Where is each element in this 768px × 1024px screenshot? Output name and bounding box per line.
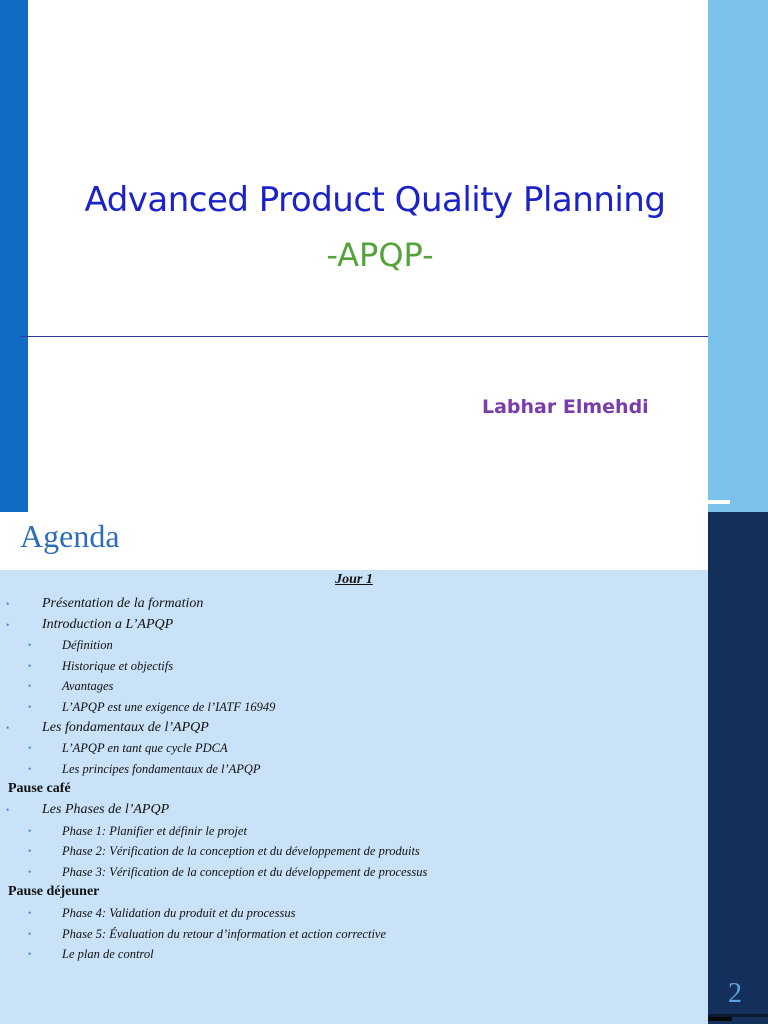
agenda-item — [0, 944, 708, 965]
agenda-item — [0, 924, 708, 945]
slide-title: Advanced Product Quality Planning — [84, 180, 666, 220]
agenda-item-text: Phase 5: Évaluation du retour d’information et action corrective — [62, 926, 387, 941]
left-accent-bar — [0, 0, 28, 512]
bottom-accent-mark — [708, 1017, 732, 1021]
agenda-item-text: Définition — [62, 638, 113, 653]
agenda-item-text: Les principes fondamentaux de l’APQP — [62, 761, 261, 776]
agenda-break — [0, 882, 708, 903]
agenda-heading: Agenda — [20, 518, 120, 554]
agenda-item — [0, 615, 708, 636]
agenda-item-text: Phase 3: Vérification de la conception et du développement de processus — [62, 864, 428, 879]
bullet-icon: • — [6, 804, 10, 815]
bullet-icon: • — [6, 599, 10, 609]
agenda-item — [0, 635, 708, 656]
agenda-item-text: Les Phases de l’APQP — [42, 801, 170, 817]
agenda-item-text: Phase 1: Planifier et définir le projet — [62, 823, 247, 838]
agenda-item-text: Les fondamentaux de l’APQP — [42, 719, 209, 735]
agenda-item — [0, 862, 708, 883]
agenda-item — [0, 759, 708, 780]
agenda-item-text: L’APQP est une exigence de l’IATF 16949 — [62, 699, 276, 714]
page-number: 2 — [728, 978, 742, 1009]
slide-subtitle: -APQP- — [326, 236, 434, 274]
agenda-item — [0, 656, 708, 677]
agenda-item — [0, 697, 708, 718]
agenda-item — [0, 676, 708, 697]
bullet-icon: • — [28, 660, 32, 671]
bullet-icon: • — [28, 928, 32, 939]
agenda-item — [0, 718, 708, 739]
bullet-icon: • — [28, 949, 32, 960]
bullet-icon: • — [28, 866, 32, 877]
agenda-item-text: Introduction a L’APQP — [42, 616, 174, 632]
day-title: Jour 1 — [335, 572, 373, 587]
bullet-icon: • — [28, 825, 32, 836]
bullet-icon: • — [28, 907, 32, 918]
author-name: Labhar Elmehdi — [482, 396, 649, 418]
agenda-item-text: Pause café — [8, 781, 71, 797]
agenda-item-text: Le plan de control — [62, 947, 154, 962]
right-accent-tick — [708, 500, 730, 504]
agenda-item-text: L’APQP en tant que cycle PDCA — [62, 741, 228, 756]
agenda-item — [0, 738, 708, 759]
agenda-item — [0, 800, 708, 821]
agenda-item-text: Avantages — [62, 679, 114, 694]
bullet-icon: • — [28, 681, 32, 692]
agenda-item — [0, 594, 708, 615]
agenda-item — [0, 821, 708, 842]
agenda-item-text: Pause déjeuner — [8, 884, 100, 900]
bullet-icon: • — [6, 619, 10, 630]
bullet-icon: • — [6, 722, 10, 733]
bullet-icon: • — [28, 640, 32, 651]
agenda-item-text: Phase 4: Validation du produit et du processus — [62, 905, 296, 920]
agenda-slide — [0, 512, 768, 1024]
agenda-item-text: Historique et objectifs — [62, 658, 174, 673]
agenda-item-text: Phase 2: Vérification de la conception et du développement de produits — [62, 844, 420, 859]
bullet-icon: • — [28, 743, 32, 754]
bullet-icon: • — [28, 763, 32, 774]
agenda-item — [0, 903, 708, 924]
horizontal-divider — [20, 336, 708, 337]
agenda-item-text: Présentation de la formation — [42, 596, 204, 611]
agenda-break — [0, 779, 708, 800]
agenda-item — [0, 841, 708, 862]
bullet-icon: • — [28, 701, 32, 712]
right-dark-bar — [708, 512, 768, 1024]
bullet-icon: • — [28, 846, 32, 857]
agenda-list — [0, 594, 708, 965]
